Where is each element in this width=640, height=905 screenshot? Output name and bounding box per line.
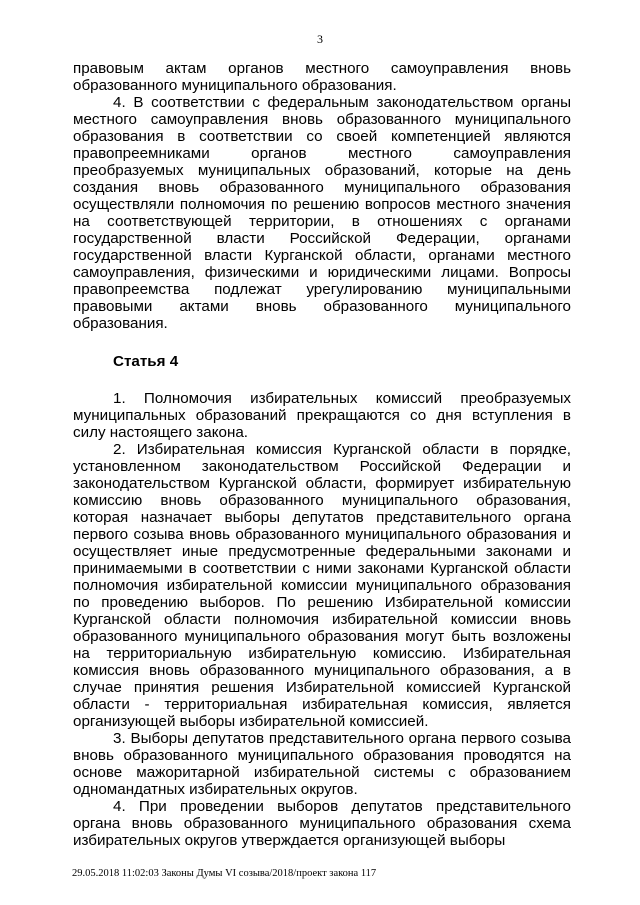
article-item-1: 1. Полномочия избирательных комиссий преобразуемых муниципальных образований прекращаются со дня вступления в силу настоящего закона. — [73, 390, 571, 441]
article-item-2: 2. Избирательная комиссия Курганской области в порядке, установленном законодательством Российской Федерации и законодательством Курганской области, формирует избирательную комиссию вновь образованного муниципального образования, которая назначает выборы депутатов представительного органа первого созыва вновь образованного муниципального образования и осуществляет иные предусмотренные федеральными законами и принимаемыми в соответствии с ними законами Курганской области полномочия избирательной комиссии муниципального образования по проведению выборов. По решению Избирательной комиссии Курганской области полномочия избирательной комиссии вновь образованного муниципального образования могут быть возложены на территориальную избирательную комиссию. Избирательная комиссия вновь образованного муниципального образования, а в случае принятия решения Избирательной комиссией Курганской области - территориальная избирательная комиссия, является организующей выборы избирательной комиссией. — [73, 441, 571, 730]
paragraph-continuation: правовым актам органов местного самоуправления вновь образованного муниципального образования. — [73, 60, 571, 94]
document-footer: 29.05.2018 11:02:03 Законы Думы VI созыва/2018/проект закона 117 — [72, 868, 377, 879]
article-item-4: 4. При проведении выборов депутатов представительного органа вновь образованного муниципального образования схема избирательных округов утверждается организующей выборы — [73, 798, 571, 849]
article-item-3: 3. Выборы депутатов представительного органа первого созыва вновь образованного муниципального образования проводятся на основе мажоритарной избирательной системы с образованием одномандатных избирательных округов. — [73, 730, 571, 798]
paragraph-item-4: 4. В соответствии с федеральным законодательством органы местного самоуправления вновь образованного муниципального образования в соответствии со своей компетенцией являются правопреемниками органов местного самоуправления преобразуемых муниципальных образований, которые на день создания вновь образованного муниципального образования осуществляли полномочия по решению вопросов местного значения на соответствующей территории, в отношениях с органами государственной власти Российской Федерации, органами государственной власти Курганской области, органами местного самоуправления, физическими и юридическими лицами. Вопросы правопреемства подлежат урегулированию муниципальными правовыми актами вновь образованного муниципального образования. — [73, 94, 571, 332]
article-heading: Статья 4 — [113, 353, 179, 370]
page-number: 3 — [317, 32, 323, 46]
document-body — [73, 60, 571, 849]
